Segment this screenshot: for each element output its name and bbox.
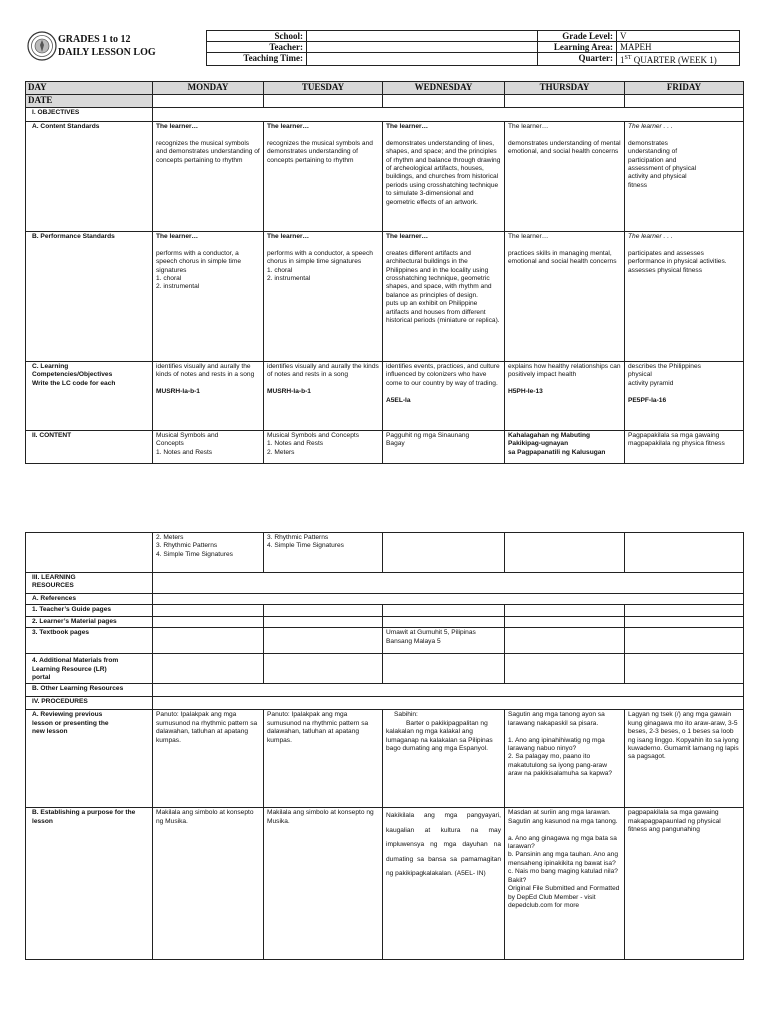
learner-heading: The learner… <box>508 233 549 240</box>
learner-heading: The learner… <box>386 123 429 130</box>
learning-resources-blank <box>153 573 744 594</box>
textbook-label: 3. Textbook pages <box>26 628 153 654</box>
standard-text: participates and assesses performance in physical activities. assesses physical fitness <box>628 249 727 274</box>
date-monday <box>153 95 264 108</box>
competencies-thursday <box>505 362 625 431</box>
tg-wednesday <box>383 605 505 616</box>
teacher-label: Teacher: <box>207 42 307 53</box>
learner-heading: The learner… <box>386 233 429 240</box>
other-resources-label: B. Other Learning Resources <box>26 684 153 697</box>
content-standards-label: A. Content Standards <box>26 122 153 232</box>
am-thursday <box>505 654 625 684</box>
document-title <box>58 33 156 59</box>
title-line-2: DAILY LESSON LOG <box>58 47 156 58</box>
wednesday-header: WEDNESDAY <box>383 82 505 95</box>
learning-resources-row <box>26 573 744 594</box>
review-row <box>26 710 744 808</box>
learner-heading: The learner… <box>267 233 310 240</box>
competency-text: identifies visually and aurally the kinds of notes and rests in a song <box>267 363 379 379</box>
tg-tuesday <box>264 605 383 616</box>
review-wed-text: Barter o pakikipagpalitan ng kalakalan ng mga kalakal ang lumaganap na kalakalan sa Pilipinas bago dumating ang mga Espanyol. <box>386 719 493 753</box>
content-standards-wednesday <box>383 122 505 232</box>
day-header-row <box>26 82 744 95</box>
title-line-1: GRADES 1 to 12 <box>58 34 131 45</box>
teachers-guide-row <box>26 605 744 616</box>
quarter-text: QUARTER (WEEK 1) <box>631 55 717 65</box>
standard-text: demonstrates understanding of mental emotional, and social health concerns <box>508 139 621 156</box>
content-continued-monday: 2. Meters 3. Rhythmic Patterns 4. Simple Time Signatures <box>153 533 264 573</box>
procedures-label: IV. PROCEDURES <box>26 697 153 710</box>
performance-standards-friday <box>625 232 744 362</box>
school-label: School: <box>207 31 307 42</box>
review-tuesday: Panuto: Ipalakpak ang mga sumusunod na rhythmic pattern sa dalawahan, tatluhan at apatang kumpas. <box>264 710 383 808</box>
learner-heading: The learner… <box>156 123 199 130</box>
lm-monday <box>153 616 264 627</box>
learner-heading: The learner… <box>508 123 549 130</box>
lesson-log-table-page2 <box>25 532 744 960</box>
textbook-row <box>26 628 744 654</box>
thursday-header: THURSDAY <box>505 82 625 95</box>
lc-code: PE5PF-Ia-16 <box>628 396 667 404</box>
content-label: II. CONTENT <box>26 431 153 464</box>
learner-heading: The learner… <box>267 123 310 130</box>
standard-text: recognizes the musical symbols and demonstrates understanding of concepts pertaining to rhythm <box>156 139 260 164</box>
content-friday: Pagpapakilala sa mga gawaing magpapakilala ng physica fitness <box>625 431 744 464</box>
deped-seal-logo <box>27 31 57 61</box>
standard-text: demonstrates understanding of participation and assessment of physical activity and physical fitness <box>628 139 697 189</box>
content-monday: Musical Symbols and Concepts 1. Notes and Rests <box>153 431 264 464</box>
standard-text: recognizes the musical symbols and demonstrates understanding of concepts pertaining to rhythm <box>267 139 373 164</box>
header-info-table <box>206 30 740 66</box>
learner-heading: The learner . . . <box>628 123 673 130</box>
competency-text: describes the Philippines physical activity pyramid <box>628 363 701 387</box>
date-tuesday <box>264 95 383 108</box>
quarter-value <box>617 53 740 66</box>
procedures-blank <box>153 697 744 710</box>
tg-monday <box>153 605 264 616</box>
learning-resources-label: III. LEARNING RESOURCES <box>26 573 153 594</box>
performance-standards-label: B. Performance Standards <box>26 232 153 362</box>
tb-tuesday <box>264 628 383 654</box>
teaching-time-label: Teaching Time: <box>207 53 307 66</box>
competency-text: explains how healthy relationships can positively impact health <box>508 363 621 379</box>
lc-code: H5PH-Ie-13 <box>508 388 543 396</box>
teachers-guide-label: 1. Teacher’s Guide pages <box>26 605 153 616</box>
content-continued-row <box>26 533 744 573</box>
other-resources-blank <box>153 684 744 697</box>
review-wednesday <box>383 710 505 808</box>
purpose-row <box>26 808 744 960</box>
learning-area-value: MAPEH <box>617 42 740 53</box>
lm-wednesday <box>383 616 505 627</box>
content-standards-tuesday <box>264 122 383 232</box>
lm-friday <box>625 616 744 627</box>
lc-code: MUSRH-Ia-b-1 <box>156 388 200 396</box>
content-wednesday: Pagguhit ng mga Sinaunang Bagay <box>383 431 505 464</box>
tuesday-header: TUESDAY <box>264 82 383 95</box>
lm-thursday <box>505 616 625 627</box>
learners-material-row <box>26 616 744 627</box>
date-friday <box>625 95 744 108</box>
am-wednesday <box>383 654 505 684</box>
lesson-log-table-page1 <box>25 81 744 464</box>
content-continued-thursday <box>505 533 625 573</box>
learners-material-label: 2. Learner’s Material pages <box>26 616 153 627</box>
content-continued-tuesday: 3. Rhythmic Patterns 4. Simple Time Signatures <box>264 533 383 573</box>
quarter-suffix: ST <box>624 55 632 61</box>
standard-text: practices skills in managing mental, emotional and social health concerns <box>508 249 617 266</box>
standard-text: demonstrates understanding of lines, shapes, and space; and the principles of rhythm and balance through drawing of archeological artifacts, houses, buildings, and churches from historical periods using crosshatching technique to simulate 3-dimensional and geometric effects of an artwork. <box>386 139 501 206</box>
learner-heading: The learner… <box>156 233 199 240</box>
competencies-tuesday <box>264 362 383 431</box>
review-label: A. Reviewing previous lesson or presenting the new lesson <box>26 710 153 808</box>
purpose-friday: pagpapakilala sa mga gawaing makapagpapaunlad ng physical fitness ang pangunahing <box>625 808 744 960</box>
grade-level-label: Grade Level: <box>538 31 617 42</box>
purpose-label: B. Establishing a purpose for the lesson <box>26 808 153 960</box>
tb-wednesday: Umawit at Gumuhit 5, Pilipinas Bansang Malaya 5 <box>383 628 505 654</box>
procedures-row <box>26 697 744 710</box>
review-monday: Panuto: Ipalakpak ang mga sumusunod na rhythmic pattern sa dalawahan, tatluhan at apatang kumpas. <box>153 710 264 808</box>
date-row <box>26 95 744 108</box>
competency-text: identifies events, practices, and culture influenced by colonizers who have come to our country by way of trading. <box>386 363 500 387</box>
additional-materials-label: 4. Additional Materials from Learning Resource (LR) portal <box>26 654 153 684</box>
am-monday <box>153 654 264 684</box>
performance-standards-thursday <box>505 232 625 362</box>
school-value <box>307 31 538 42</box>
lc-code: A5EL-Ia <box>386 396 411 404</box>
standard-text: performs with a conductor, a speech chorus in simple time signatures 1. choral 2. instrumental <box>156 249 242 291</box>
am-friday <box>625 654 744 684</box>
objectives-row <box>26 108 744 122</box>
additional-materials-row <box>26 654 744 684</box>
tb-friday <box>625 628 744 654</box>
standard-text: performs with a conductor, a speech chorus in simple time signatures 1. choral 2. instrumental <box>267 249 373 283</box>
content-continued-friday <box>625 533 744 573</box>
references-blank <box>153 594 744 605</box>
content-standards-thursday <box>505 122 625 232</box>
date-label: DATE <box>26 95 153 108</box>
content-row <box>26 431 744 464</box>
purpose-monday: Makilala ang simbolo at konsepto ng Musika. <box>153 808 264 960</box>
tb-thursday <box>505 628 625 654</box>
performance-standards-row <box>26 232 744 362</box>
references-label: A. References <box>26 594 153 605</box>
performance-standards-tuesday <box>264 232 383 362</box>
am-tuesday <box>264 654 383 684</box>
other-resources-row <box>26 684 744 697</box>
content-continued-label <box>26 533 153 573</box>
purpose-thursday: Masdan at suriin ang mga larawan. Sagutin ang kasunod na mga tanong. a. Ano ang ginagawa ng mga bata sa larawan? b. Pansinin ang mga tauhan. Ano ang mensaheng ipinakikita ng bawat isa? c. Nais mo bang maging katulad nila? Bakit? Original File Submitted and Formatted by DepEd Club Member - visit depedclub.com for more <box>505 808 625 960</box>
review-friday: Lagyan ng tsek (/) ang mga gawain kung ginagawa mo ito araw-araw, 3-5 beses, 2-3 beses, o 1 beses sa loob ng isang linggo. Kopyahin ito sa iyong kuwaderno. Gumamit lamang ng lapis sa pagsagot. <box>625 710 744 808</box>
competencies-friday <box>625 362 744 431</box>
quarter-label: Quarter: <box>538 53 617 66</box>
review-wed-heading: Sabihin: <box>394 711 418 719</box>
lm-tuesday <box>264 616 383 627</box>
performance-standards-monday <box>153 232 264 362</box>
learning-area-label: Learning Area: <box>538 42 617 53</box>
content-continued-wednesday <box>383 533 505 573</box>
tg-friday <box>625 605 744 616</box>
competencies-label: C. Learning Competencies/Objectives Write the LC code for each <box>26 362 153 431</box>
content-tuesday: Musical Symbols and Concepts 1. Notes and Rests 2. Meters <box>264 431 383 464</box>
tb-monday <box>153 628 264 654</box>
competencies-monday <box>153 362 264 431</box>
objectives-blank <box>153 108 744 122</box>
learner-heading: The learner . . . <box>628 233 673 240</box>
friday-header: FRIDAY <box>625 82 744 95</box>
objectives-label: I. OBJECTIVES <box>26 108 153 122</box>
performance-standards-wednesday <box>383 232 505 362</box>
competencies-wednesday <box>383 362 505 431</box>
purpose-tuesday: Makilala ang simbolo at konsepto ng Musika. <box>264 808 383 960</box>
day-label: DAY <box>26 82 153 95</box>
teacher-value <box>307 42 538 53</box>
lc-code: MUSRH-Ia-b-1 <box>267 388 311 396</box>
content-standards-row <box>26 122 744 232</box>
date-wednesday <box>383 95 505 108</box>
tg-thursday <box>505 605 625 616</box>
purpose-wednesday: Nakikilala ang mga pangyayari, kaugalian at kultura na may impluwensya ng mga dayuhan na dumating sa bansa sa pamamagitan ng pakikipagkalakalan. (A5EL- IN) <box>383 808 505 960</box>
quarter-number: 1 <box>620 55 625 65</box>
content-standards-friday <box>625 122 744 232</box>
review-thursday: Sagutin ang mga tanong ayon sa larawang nakapaskil sa pisara. 1. Ano ang ipinahihiwatig ng mga larawang nabuo ninyo? 2. Sa palagay mo, paano ito makatutulong sa iyong pang-araw araw na pakikisalamuha sa kapwa? <box>505 710 625 808</box>
date-thursday <box>505 95 625 108</box>
content-standards-monday <box>153 122 264 232</box>
standard-text: creates different artifacts and architectural buildings in the Philippines and in the locality using crosshatching technique, geometric shapes, and space, with rhythm and balance as principles of design. puts up an exhibit on Philippine artifacts and houses from different historical periods (miniature or replica). <box>386 249 500 325</box>
references-row <box>26 594 744 605</box>
content-thursday: Kahalagahan ng Mabuting Pakikipag-ugnayan sa Pagpapanatili ng Kalusugan <box>505 431 625 464</box>
grade-level-value: V <box>617 31 740 42</box>
monday-header: MONDAY <box>153 82 264 95</box>
competency-text: identifies visually and aurally the kinds of notes and rests in a song <box>156 363 255 379</box>
teaching-time-value <box>307 53 538 66</box>
competencies-row <box>26 362 744 431</box>
